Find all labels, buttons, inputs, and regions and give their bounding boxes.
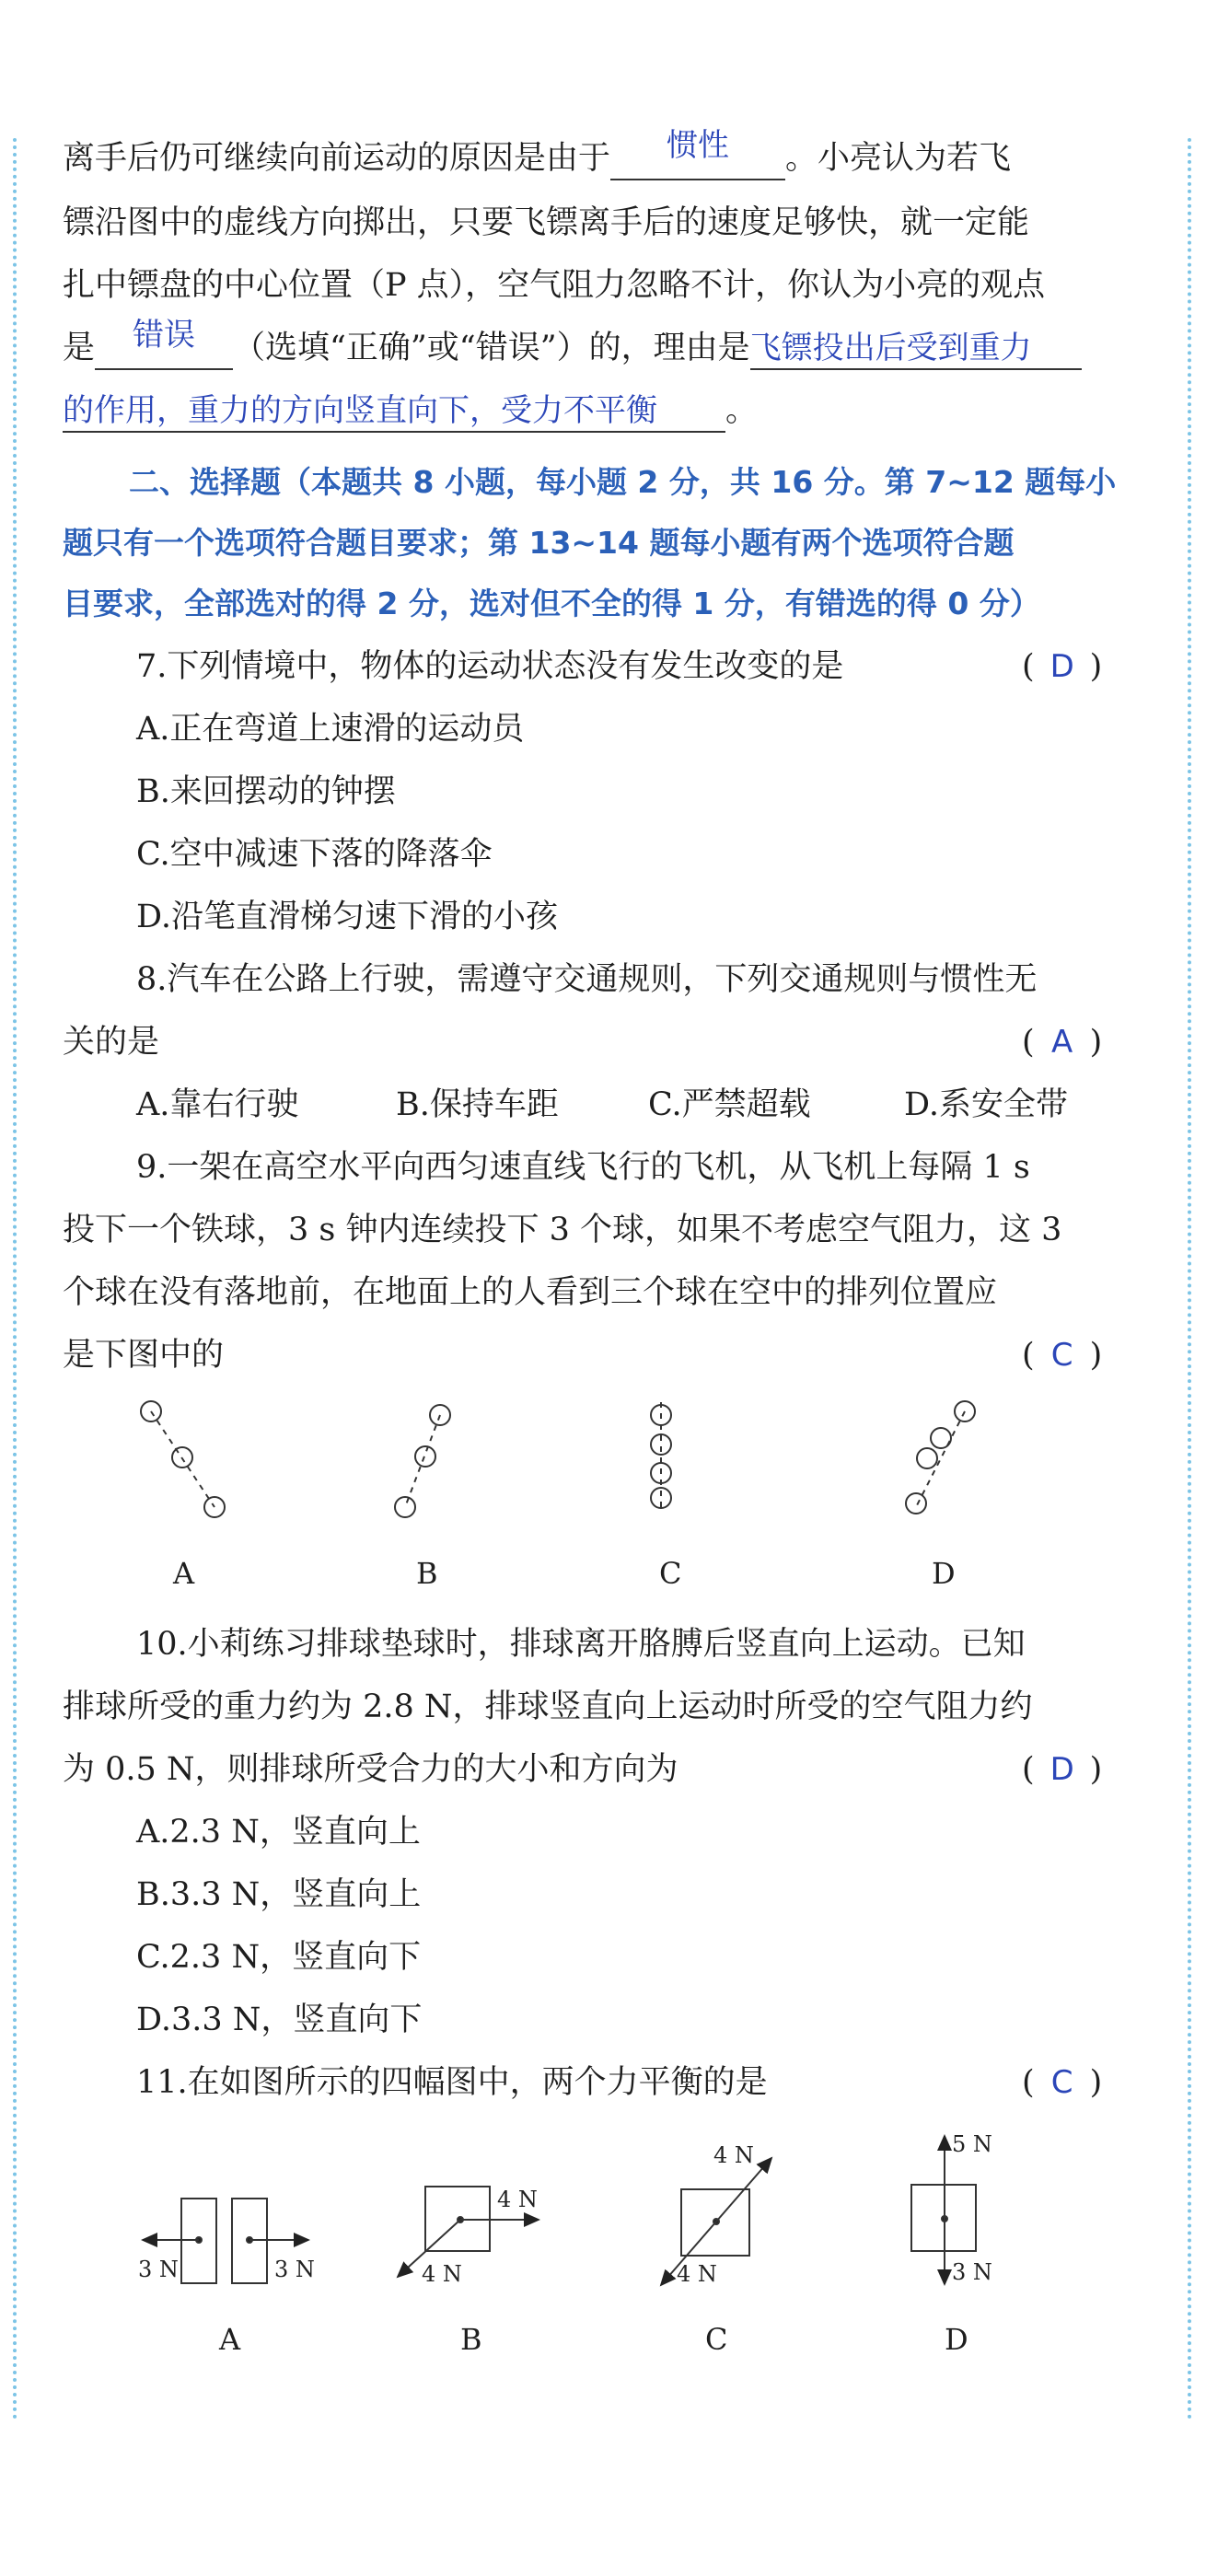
q9-label-d: D xyxy=(932,1556,956,1591)
intro-line-5: 的作用，重力的方向竖直向下，受力不平衡 。 xyxy=(63,390,758,433)
q8-option-a: A.靠右行驶 xyxy=(136,1086,299,1123)
q11-a-left-label: 3 N xyxy=(138,2257,179,2282)
q11-b-down-label: 4 N xyxy=(422,2261,462,2287)
q11-answer: ( C ) xyxy=(1022,2064,1103,2101)
q11-c-up-label: 4 N xyxy=(713,2142,754,2168)
q10-option-d: D.3.3 N，竖直向下 xyxy=(136,2002,423,2038)
q10-stem-1: 10.小莉练习排球垫球时，排球离开胳膊后竖直向上运动。已知 xyxy=(136,1626,1026,1663)
q11-label-a: A xyxy=(219,2322,241,2357)
section-heading-2: 题只有一个选项符合题目要求；第 13~14 题每小题有两个选项符合题 xyxy=(63,525,1015,561)
q11-d-down-label: 3 N xyxy=(952,2259,992,2285)
q10-answer: ( D ) xyxy=(1022,1751,1103,1788)
q9-stem-1: 9.一架在高空水平向西匀速直线飞行的飞机，从飞机上每隔 1 s xyxy=(136,1149,1030,1186)
q7-option-a: A.正在弯道上速滑的运动员 xyxy=(136,711,525,748)
blank-reason: 飞镖投出后受到重力 xyxy=(750,328,1082,370)
q9-label-b: B xyxy=(416,1556,438,1591)
q10-stem-2: 排球所受的重力约为 2.8 N，排球竖直向上运动时所受的空气阻力约 xyxy=(63,1688,1033,1725)
q10-option-a: A.2.3 N，竖直向上 xyxy=(136,1814,421,1851)
blank-inertia: 惯性 xyxy=(610,138,785,180)
q11-c-down-label: 4 N xyxy=(677,2261,717,2287)
q9-label-a: A xyxy=(173,1556,195,1591)
q11-d-up-label: 5 N xyxy=(952,2131,992,2157)
q7-option-d: D.沿笔直滑梯匀速下滑的小孩 xyxy=(136,899,558,935)
section-heading-3: 目要求，全部选对的得 2 分，选对但不全的得 1 分，有错选的得 0 分） xyxy=(63,586,1040,621)
q7-option-b: B.来回摆动的钟摆 xyxy=(136,773,396,810)
q10-option-c: C.2.3 N，竖直向下 xyxy=(136,1939,422,1976)
q11-label-d: D xyxy=(945,2322,968,2357)
q11-label-b: B xyxy=(460,2322,482,2357)
q7-answer: ( D ) xyxy=(1022,648,1103,685)
q9-stem-4: 是下图中的 xyxy=(63,1337,225,1374)
q11-a-right-label: 3 N xyxy=(274,2257,315,2282)
q7-option-c: C.空中减速下落的降落伞 xyxy=(136,836,493,873)
q11-b-right-label: 4 N xyxy=(497,2187,538,2212)
q8-stem-2: 关的是 xyxy=(63,1024,160,1061)
q8-answer: ( A ) xyxy=(1022,1024,1103,1061)
blank-reason-cont: 的作用，重力的方向竖直向下，受力不平衡 xyxy=(63,390,725,433)
q11-stem: 11.在如图所示的四幅图中，两个力平衡的是 xyxy=(136,2064,768,2101)
q8-option-d: D.系安全带 xyxy=(904,1086,1068,1123)
intro-line-3: 扎中镖盘的中心位置（P 点），空气阻力忽略不计，你认为小亮的观点 xyxy=(63,267,1046,304)
q8-option-b: B.保持车距 xyxy=(396,1086,559,1123)
q8-option-c: C.严禁超载 xyxy=(648,1086,811,1123)
blank-wrong: 错误 xyxy=(95,328,233,370)
q10-stem-3: 为 0.5 N，则排球所受合力的大小和方向为 xyxy=(63,1751,678,1788)
q8-stem-1: 8.汽车在公路上行驶，需遵守交通规则，下列交通规则与惯性无 xyxy=(136,961,1038,998)
intro-line-2: 镖沿图中的虚线方向掷出，只要飞镖离手后的速度足够快，就一定能 xyxy=(63,204,1030,241)
intro-line-4: 是 错误 （选填“正确”或“错误”）的，理由是飞镖投出后受到重力 xyxy=(63,328,1082,370)
q9-answer: ( C ) xyxy=(1022,1337,1103,1374)
q11-label-c: C xyxy=(705,2322,728,2357)
q10-option-b: B.3.3 N，竖直向上 xyxy=(136,1876,422,1913)
q9-stem-2: 投下一个铁球，3 s 钟内连续投下 3 个球，如果不考虑空气阻力，这 3 xyxy=(63,1212,1062,1248)
section-heading-1: 二、选择题（本题共 8 小题，每小题 2 分，共 16 分。第 7~12 题每小 xyxy=(129,464,1117,500)
q9-stem-3: 个球在没有落地前，在地面上的人看到三个球在空中的排列位置应 xyxy=(63,1274,998,1311)
q9-label-c: C xyxy=(659,1556,682,1591)
q7-stem: 7.下列情境中，物体的运动状态没有发生改变的是 xyxy=(136,648,844,685)
intro-line-1: 离手后仍可继续向前运动的原因是由于 惯性 。小亮认为若飞 xyxy=(63,138,1011,180)
